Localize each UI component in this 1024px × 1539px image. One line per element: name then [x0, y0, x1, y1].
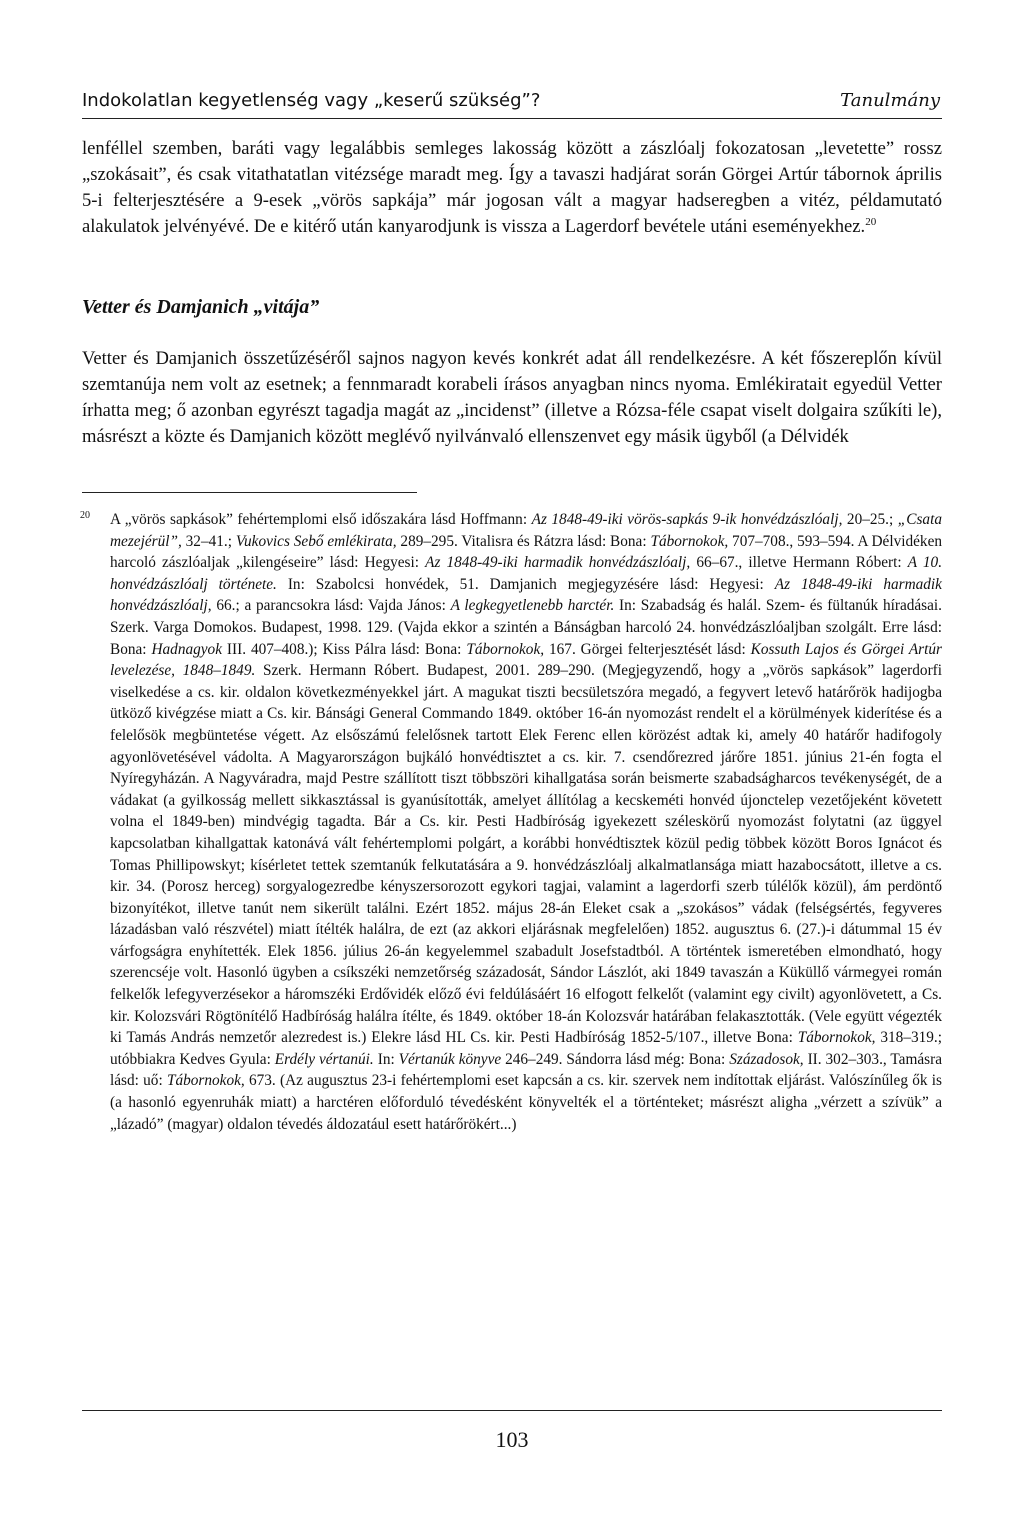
body-paragraph-2: [82, 346, 942, 450]
footnote-text: In:: [373, 1050, 399, 1068]
footnote-citation-title: Tábornokok,: [797, 1029, 876, 1047]
footnote-text: In: Szabolcsi honvédek, 51. Damjanich megjegyzésére lásd: Hegyesi:: [276, 575, 775, 593]
footnote-citation-title: Tábornokok,: [166, 1072, 245, 1090]
footnote-text: 32–41.;: [181, 532, 236, 550]
footnote-text: 289–295. Vitalisra és Rátzra lásd: Bona:: [396, 532, 651, 550]
footnote-citation-title: Az 1848-49-iki vörös-sapkás 9-ik honvédzászlóalj,: [531, 511, 843, 528]
footnote-number: 20: [80, 510, 90, 521]
section-heading: Vetter és Damjanich „vitája”: [82, 296, 320, 318]
footnote-divider: [82, 492, 417, 493]
footnote: [80, 509, 943, 1135]
running-header: [82, 88, 942, 119]
page-number: 103: [495, 1427, 529, 1452]
footnote-body: [110, 511, 942, 1133]
footnote-text: II. 302–303., Tamásra lásd: uő:: [110, 1050, 942, 1090]
footnote-text: 673. (Az augusztus 23-i fehértemplomi eset kapcsán a cs. kir. szervek nem indítottak eljárást. Valószínűleg ők is (a hasonló egyenruhák miatt) a harctéren előforduló tévedésként könyvelték el a történteket; másrészt aligha „vérzett a szívük” a „lázadó” (magyar) oldalon tévedés áldozatául esett határőrökért...): [110, 1072, 942, 1133]
footnote-citation-title: Századosok,: [729, 1050, 804, 1068]
footnote-citation-title: Hadnagyok: [151, 640, 222, 658]
footnote-citation-title: Tábornokok,: [466, 640, 545, 658]
footnote-citation-title: Erdély vértanúi.: [274, 1050, 374, 1068]
footnote-citation-title: „Csata mezejérül”,: [110, 511, 942, 550]
paragraph-text: Vetter és Damjanich összetűzéséről sajnos nagyon kevés konkrét adat áll rendelkezésre. A két főszereplőn kívül szemtanúja nem volt az esetnek; a fennmaradt korabeli írásos anyagban nincs nyoma. Emlékiratait egyedül Vetter írhatta meg; ő azonban egyrészt tagadja magát az „incidenst” (illetve a Rózsa-féle csapat viselt dolgaira szűkíti le), másrészt a közte és Damjanich között meglévő nyilvánvaló ellenszenvet egy másik ügyből (a Délvidék: [82, 348, 942, 447]
footnote-text: In: Szabadság és halál. Szem- és fültanúk híradásai. Szerk. Varga Domokos. Budapest, 1998. 129. (Vajda ekkor a szintén a Bánságban harcoló 24. honvédzászlóaljban szolgált. Erre lásd: Bona:: [110, 597, 943, 658]
footnote-ref[interactable]: 20: [865, 216, 877, 228]
section-label: Tanulmány: [840, 90, 940, 111]
paragraph-text: lenféllel szemben, baráti vagy legalábbis semleges lakosság között a zászlóalj fokozatosan „levetette” rossz „szokásait”, és csak vitathatatlan vitézsége maradt meg. Így a tavaszi hadjárat során Görgei Artúr tábornok április 5-i felterjesztésére a 9-esek „vörös sapkája” már jogosan vált a magyar hadseregben a vitéz, példamutató alakulatok jelvényévé. De e kitérő után kanyarodjunk is vissza a Lagerdorf bevétele utáni eseményekhez.: [82, 138, 942, 237]
footnote-text: 318–319.; utóbbiakra Kedves Gyula:: [110, 1029, 942, 1068]
footnote-text: 246–249. Sándorra lásd még: Bona:: [501, 1050, 730, 1068]
footnote-text: 66–67., illetve Hermann Róbert:: [690, 554, 908, 572]
body-paragraph-1: [82, 136, 942, 240]
footnote-text: 20–25.;: [842, 511, 898, 528]
footnote-text: 707–708., 593–594. A Délvidéken harcoló zászlóaljak „kilengéseire” lásd: Hegyesi:: [110, 532, 943, 572]
footnote-citation-title: Az 1848-49-iki harmadik honvédzászlóalj,: [425, 554, 691, 572]
footnote-citation-title: Kossuth Lajos és Görgei Artúr levelezése, 1848–1849.: [110, 640, 942, 680]
footnote-citation-title: Tábornokok,: [650, 532, 729, 550]
bottom-divider: [82, 1410, 942, 1411]
footnote-citation-title: A 10. honvédzászlóalj története.: [110, 554, 943, 593]
footnote-citation-title: Vukovics Sebő emlékirata,: [235, 532, 397, 550]
footnote-citation-title: Az 1848-49-iki harmadik honvédzászlóalj,: [110, 575, 942, 615]
footnote-text: A „vörös sapkások” fehértemplomi első időszakára lásd Hoffmann:: [110, 511, 532, 528]
footnote-text: III. 407–408.); Kiss Pálra lásd: Bona:: [222, 640, 467, 658]
footnote-text: Szerk. Hermann Róbert. Budapest, 2001. 289–290. (Megjegyzendő, hogy a „vörös sapkások” lagerdorfi viselkedése a cs. kir. oldalon következményekkel járt. A magukat tiszti becsületszóra megadó, a fegyvert letevő határőrök hadijogba ütköző kivégzése miatt a Cs. kir. Bánsági General Commando 1849. október 16-án nyomozást rendelt el a körülmények kiderítése és a felelősök megbüntetése végett. Az elsőszámú felelősnek tartott Elek Ferenc ellen körözést adtak ki, amely 40 határőr hadifogoly agyonlövetésével vádolta. A Magyarországon bujkáló honvédtisztet a cs. kir. 7. csendőrezred járőre 1851. június 21-én fogta el Nyíregyházán. A Nagyváradra, majd Pestre szállított tiszt többszöri kihallgatása során beismerte szabadságharcos tevékenységét, de a vádakat (a gyilkosság mellett sikkasztással is gyanúsították, amelyet állítólag a kecskeméti honvéd újonctelep vezetőjeként követett volna el 1849-ben) mindvégig tagadta. Bár a Cs. kir. Pesti Hadbíróság igyekezett széleskörű nyomozást folytatni (az üggyel kapcsolatban kihallgattak katonává vált fehértemplomi polgárt, a korábbi honvédtisztek közül pedig többek között Boros Ignácot és Tomas Phillipowskyt; kísérletet tettek szemtanúk felkutatására a 9. honvédzászlóalj alkalmatlansága miatt hazabocsátott, illetve a cs. kir. 34. (Porosz herceg) sorgyalogezredbe kényszersorozott egykori tagjai, valamint a lagerdorfi szerb túlélők közül), ám perdöntő bizonyítékot, illetve tanút nem sikerült találni. Ezért 1852. május 28-án Eleket csak a „szokásos” vádak (felségsértés, fegyveres lázadásban való részvétel) miatt ítélték halálra, de ezt (az akkori eljárásnak megfelelően) 1852. augusztus 6. (27.)-i dátummal 15 év várfogságra enyhítették. Elek 1856. július 26-án kegyelemmel szabadult Josefstadtból. A történtek ismeretében elmondható, hogy szerencséje volt. Hasonló ügyben a csíkszéki nemzetőrség századosát, Sándor Lászlót, aki 1849 tavaszán a Küküllő vármegyei román felkelők lefegyverzésekor a háromszéki Erdővidék előző évi feldúlásáért 16 elfogott felkelőt (valamint egy civilt) agyonlövetett, a Cs. kir. Kolozsvári Rögtönítélő Hadbíróság halálra ítélte, és 1849. október 18-án Kolozsvár határában felakasztották. (Vele együtt végezték ki Tamás András nemzetőr alezredest is.) Elekre lásd HL Cs. kir. Pesti Hadbíróság 1852-5/107., illetve Bona:: [110, 662, 943, 1047]
running-title: Indokolatlan kegyetlenség vagy „keserű szükség”?: [82, 90, 541, 111]
footnote-text: 167. Görgei felterjesztését lásd:: [544, 640, 751, 658]
footnote-citation-title: A legkegyetlenebb harctér.: [450, 597, 615, 615]
footnote-text: 66.; a parancsokra lásd: Vajda János:: [211, 597, 451, 615]
footnote-citation-title: Vértanúk könyve: [398, 1050, 502, 1068]
